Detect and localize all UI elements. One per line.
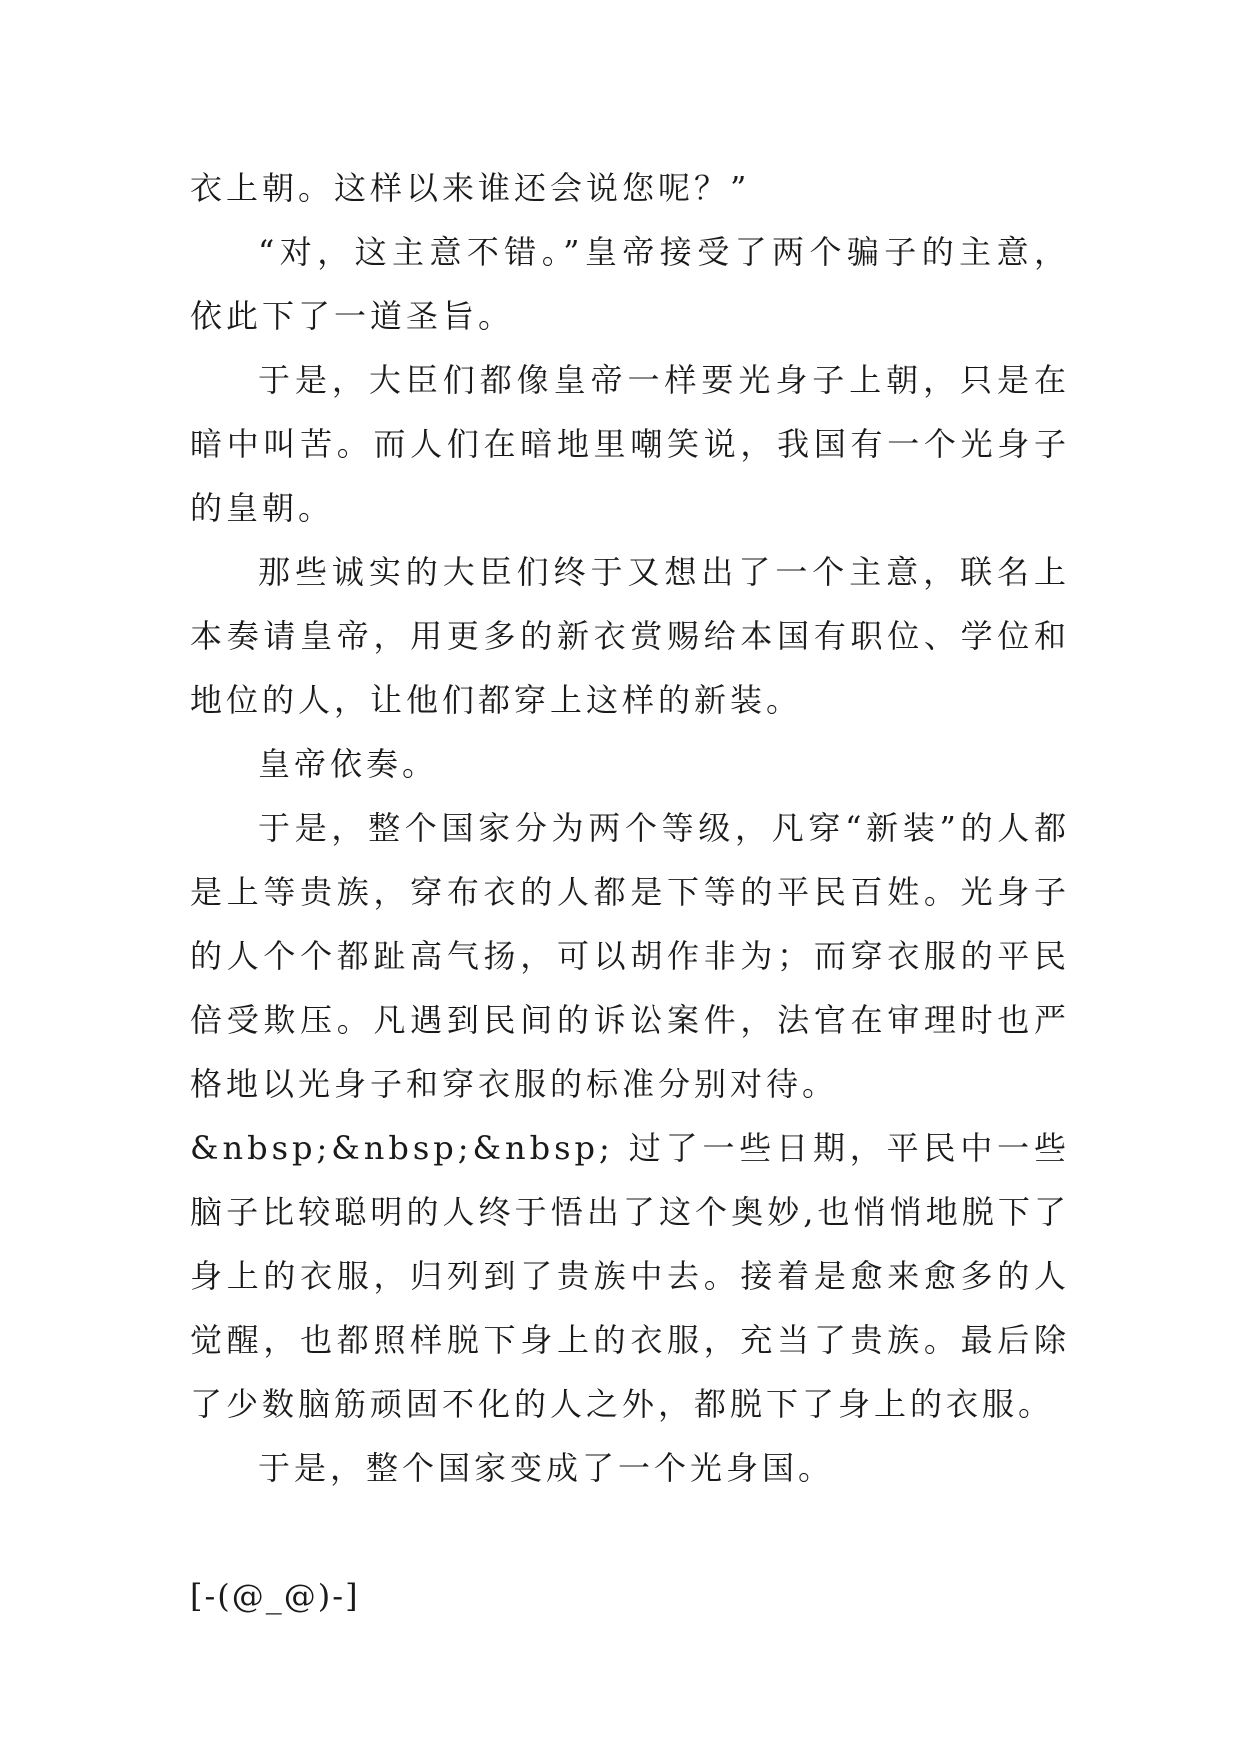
paragraph-3: 于是，大臣们都像皇帝一样要光身子上朝，只是在暗中叫苦。而人们在暗地里嘲笑说，我国有一个光身子的皇朝。 [190,361,1070,527]
body-text [190,156,1070,1628]
paragraph-8: 于是，整个国家变成了一个光身国。 [258,1449,835,1487]
footer-mark: [-(@_@)-] [190,1577,360,1615]
paragraph-4: 那些诚实的大臣们终于又想出了一个主意，联名上本奏请皇帝，用更多的新衣赏赐给本国有职位、学位和地位的人，让他们都穿上这样的新装。 [190,553,1070,719]
paragraph-1: 衣上朝。这样以来谁还会说您呢？” [190,169,751,207]
paragraph-2: “对，这主意不错。”皇帝接受了两个骗子的主意，依此下了一道圣旨。 [190,233,1070,335]
paragraph-6: 于是，整个国家分为两个等级，凡穿“新装”的人都是上等贵族，穿布衣的人都是下等的平民百姓。光身子的人个个都趾高气扬，可以胡作非为；而穿衣服的平民倍受欺压。凡遇到民间的诉讼案件，法官在审理时也严格地以光身子和穿衣服的标准分别对待。 [190,809,1070,1103]
paragraph-5: 皇帝依奏。 [258,745,439,783]
spacer [190,1500,1070,1564]
paragraph-7: &nbsp;&nbsp;&nbsp; 过了一些日期，平民中一些脑子比较聪明的人终于悟出了这个奥妙,也悄悄地脱下了身上的衣服，归列到了贵族中去。接着是愈来愈多的人觉醒，也都照样脱下身上的衣服，充当了贵族。最后除了少数脑筋顽固不化的人之外，都脱下了身上的衣服。 [190,1129,1070,1423]
